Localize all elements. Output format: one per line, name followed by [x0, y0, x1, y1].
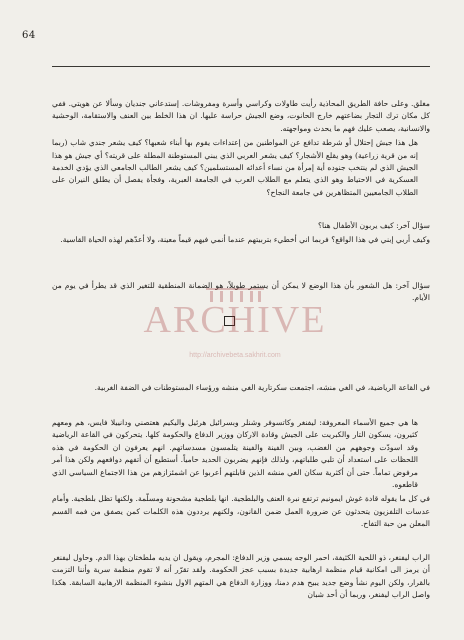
paragraph: الراب ليفنغر، ذو اللحية الكثيفة، احمر الوجه يسمي وزير الدفاع: المجرم، ويقول ان يديه ملطختان بهذا الدم. وحاول ليفنغر أن يرمز الى امكانية قيام منظمة ارهابية جديدة بسبب عجز الحكومة. ولقد تقرّر أنه لا تقوم منظمة سرية وأننا التزمت بالقرار، ولكن اليوم نشأ وضع جديد يبيح هدم دمنا، ووزارة الدفاع هي المتهم الاول بنشوء المنظمة الارهابية السابقة. هكذا واصل الراب ليفنغر، وربما أن أحد شبان [52, 553, 430, 600]
page-number: 64 [22, 30, 36, 41]
paragraph: هل هذا جيش إحتلال أو شرطة تدافع عن المواطنين من إعتداءات يقوم بها أبناء شعبها؟ كيف يشعر جندي شاب (ربما إنه من قرية زراعية) وهو يقلع الأشجار؟ كيف يشعر العربي الذي يبني المستوطنة المطلة على قريته؟ أي جيش هو هذا الجيش الذي لم ينتخب جنوده أية إمرأة من نساء أعدائه المستسلمين؟ كيف يشعر الطالب الجامعي الذي يؤدي الخدمة العسكرية في الاحتياط وهو الذي يتعلم مع الطلاب العرب في الجامعة العبرية، وفجأة يفصل أن يطلق النيران على الطلاب الجامعيين المتظاهرين في جامعة النجاح؟ [52, 138, 418, 197]
paragraph: وكيف أربي إبني في هذا الواقع؟ فربما اني أخطيء بتربيتهم عندما أنمي فيهم قيماً معينة، ولا أعدّهم لهذه الحياة القاسية. [60, 235, 430, 245]
paragraph: سؤال آخر: كيف يربون الأطفال هنا؟ [317, 221, 430, 230]
paragraph: سؤال آخر: هل الشعور بأن هذا الوضع لا يمكن أن يستمر طويلاً، هو الضمانة المنطقية للتغير الذي قد يطرأ في يوم من الأيام. [52, 281, 430, 303]
text-block-opening [52, 98, 430, 201]
watermark-url: http://archivebeta.sakhrit.com [189, 352, 281, 359]
header-rule [52, 66, 430, 67]
paragraph: مغلق. وعلى حافة الطريق المحاذية رأيت طاولات وكراسي وأسرة ومفروشات. إستدعاني جنديان وسألا عن هويتي. ففي كل مكان ترك التجار بضاعتهم خارج الحانوت، وضع الجيش حراسة عليها. ان هذا الخلط بين العنف والاستقامة، الوحشية والانسانية، يصعب عليك فهم ما يحدث ومواجهته. [52, 99, 430, 133]
text-block-meeting [52, 382, 430, 396]
archive-watermark [140, 286, 330, 376]
text-block-children [52, 220, 430, 249]
text-block-leaders [52, 417, 430, 533]
watermark-title: ARCHIVE [143, 299, 327, 341]
paragraph: في كل ما يقوله قادة غوش ايمونيم ترتفع نبرة العنف والبلطجية. انها بلطجية مشحونة ومسلّمة. ولكنها تظل بلطجية. وأمام عدسات التلفزيون يتحدثون عن ضرورة العمل ضمن القانون، ولكنهم يرددون هذه الكلمات كمن يصفق من فمه القسم المعلن من حبة التفاح. [52, 494, 430, 529]
paragraph: في القاعة الرياضية، في الغي منشه، اجتمعت سكرتارية الغي منشه ورؤساء المستوطنات في الضفة الغربية. [94, 383, 430, 392]
text-block-levinger [52, 552, 430, 604]
paragraph: ها هي جميع الأسماء المعروفة: ليفنغر وكاتسوفر وشنلر وبسرائيل هرئيل واليكيم هعتصني ودانييلا فايس، هم ومعهم كثيرون، يسكون التار والكبريت على الجيش وقادة الاركان ووزير الدفاع والحكومة كلها. يتحركون في القاعة الرياضية وقد اسودّت وجوههم من الغضب، وبين الفينة والفينة يتلمسون مسدساتهم. انهم يعرفون ان الحكومة في هذه اللحظات على استعداد أن تلبي طلباتهم، ولذلك فإنهم يضربون الحديد حامياً. أستطيع أن أتفهم دوافعهم ولكن هذا أمر مرفوض تماماً. حتى أن أكثرية سكان الغي منشه الذين قابلتهم أعربوا عن اشمئزازهم من هذا الاجتماع السياسي الذي قاطعوه. [52, 418, 418, 490]
